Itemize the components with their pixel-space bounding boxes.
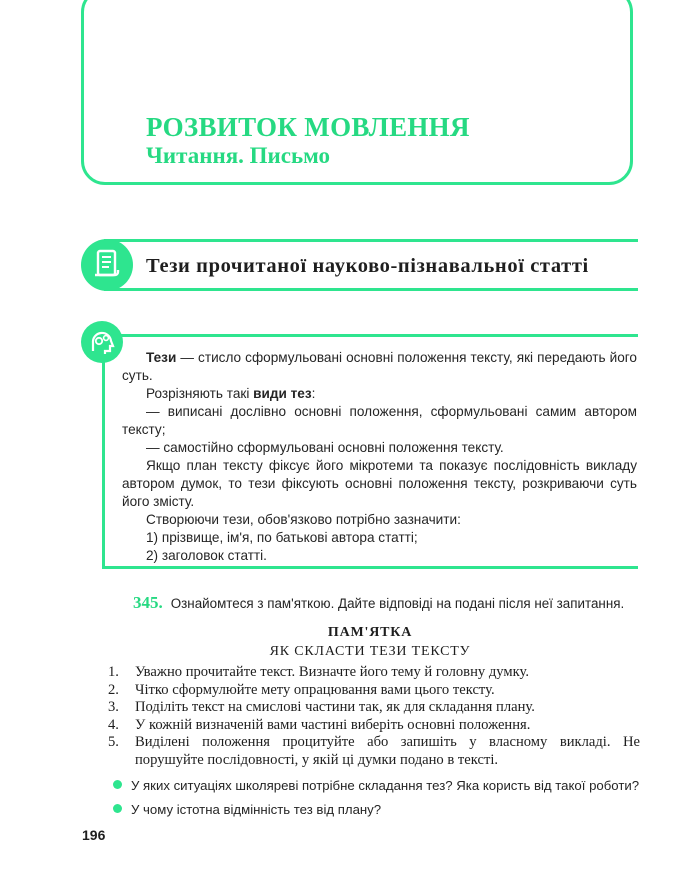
term-tezy: Тези [146,350,177,365]
rule-box-bottom-border [102,566,638,569]
comparison-paragraph: Якщо план тексту фіксує його мікротеми та показує послідовність викладу автором думок, то тези фіксують основні положення тексту, розкриваючи суть його змісту. [122,458,637,509]
types-paragraph: Розрізняють такі види тез: [146,386,316,401]
exercise-text: Ознайомтеся з пам'яткою. Дайте відповіді на подані після неї запитання. [170,596,625,611]
memo-item: 5. Виділені положення процитуйте або запишіть у власному викладі. Не порушуйте послідовності, у якій ці думки подано в тексті. [108,734,640,768]
memo-item: 4. У кожній визначеній вами частині виберіть основні положення. [108,716,531,733]
exercise-number: 345. [133,593,163,612]
section-subtitle: Читання. Письмо [146,143,331,168]
definition-paragraph: Тези — стисло сформульовані основні положення тексту, які передають його суть. [122,350,637,383]
bullet-icon [113,804,122,813]
question-item: У яких ситуаціях школяреві потрібне складання тез? Яка користь від такої роботи? [113,777,643,794]
exercise-line [133,594,643,613]
memo-subtitle: ЯК СКЛАСТИ ТЕЗИ ТЕКСТУ [269,644,471,659]
question-item: У чому істотна відмінність тез від плану? [113,801,643,818]
type-item-2: — самостійно сформульовані основні положення тексту. [146,440,504,455]
topic-top-rule [104,239,638,242]
rule-box [122,349,637,565]
memo-item: 3. Поділіть текст на смислові частини так, як для складання плану. [108,699,535,715]
bullet-icon [113,780,122,789]
term-vydy-tez: види тез [253,386,312,401]
topic-bottom-rule [104,288,638,291]
document-scroll-icon [81,239,133,291]
memo-item: 1. Уважно прочитайте текст. Визначте його тему й головну думку. [108,664,529,680]
requirement-item-1: 1) прізвище, ім'я, по батькові автора статті; [146,530,418,545]
requirements-paragraph: Створюючи тези, обов'язково потрібно зазначити: [146,512,461,527]
rule-box-top-border [104,334,638,337]
page-number: 196 [82,827,106,843]
topic-title: Тези прочитаної науково-пізнавальної статті [146,255,589,277]
type-item-1: — виписані дослівно основні положення, сформульовані самим автором тексту; [122,404,637,437]
memo-item: 2. Чітко сформулюйте мету опрацювання вами цього тексту. [108,681,495,698]
rule-box-left-border [102,334,105,569]
section-title: РОЗВИТОК МОВЛЕННЯ [146,112,470,142]
memo-title: ПАМ'ЯТКА [327,625,413,640]
gears-head-icon [81,321,123,363]
requirement-item-2: 2) заголовок статті. [146,548,267,563]
memo-list [108,664,640,769]
